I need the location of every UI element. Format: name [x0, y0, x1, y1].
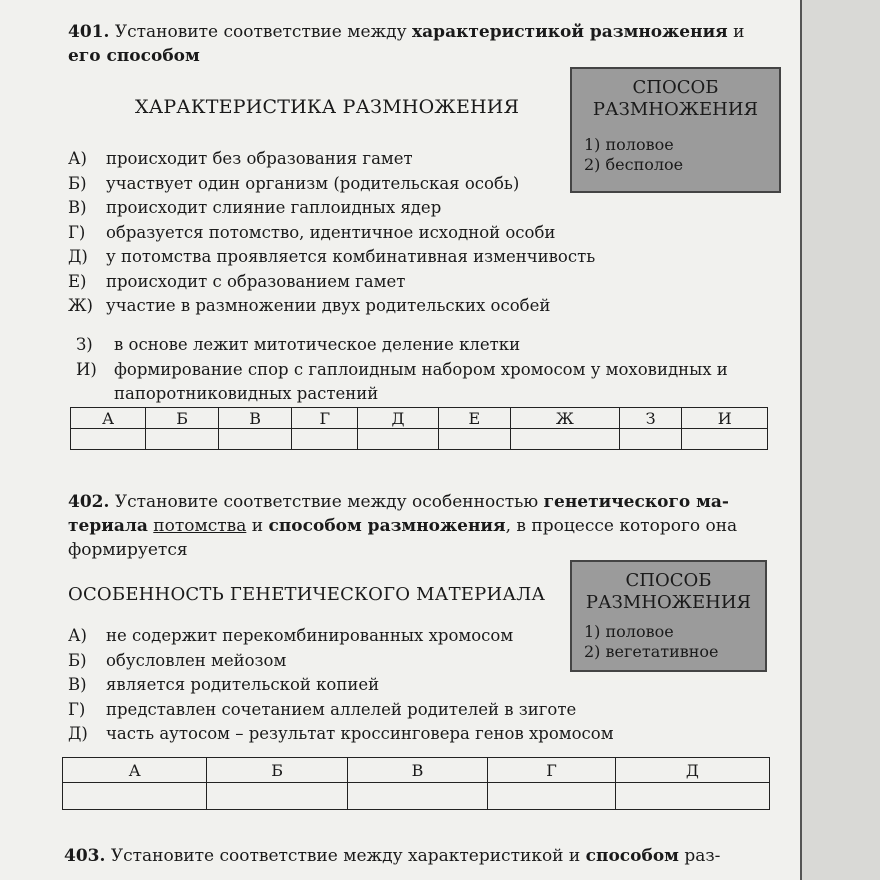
list-item — [68, 270, 595, 295]
q401-option-1: 1) половое — [584, 135, 674, 154]
item-text: происходит с образованием гамет — [106, 271, 406, 291]
answer-cell[interactable] — [347, 783, 487, 810]
item-letter: В) — [68, 198, 87, 217]
table-header-cell: Б — [146, 408, 219, 429]
q402-right-header — [572, 570, 765, 614]
table-header-cell: Г — [292, 408, 358, 429]
q401-number: 401. — [68, 22, 110, 42]
q401-items-list — [68, 147, 595, 319]
q403-number: 403. — [64, 846, 106, 866]
q402-right-header-line1: СПОСОБ — [625, 570, 712, 591]
answer-cell[interactable] — [358, 429, 438, 450]
q403-text-b: способом — [585, 846, 679, 866]
item-text: происходит слияние гаплоидных ядер — [106, 198, 442, 217]
q402-answer-table — [62, 757, 770, 810]
table-header-cell: Г — [488, 758, 616, 783]
answer-cell[interactable] — [207, 783, 347, 810]
list-item — [68, 245, 595, 270]
answer-cell[interactable] — [292, 429, 358, 450]
item-letter: В) — [68, 675, 87, 694]
item-text: образуется потомство, идентичное исходной особи — [106, 222, 556, 242]
item-letter: А) — [68, 626, 87, 645]
list-item — [68, 698, 614, 723]
item-text: участие в размножении двух родительских особей — [106, 296, 551, 315]
item-letter: Г) — [68, 222, 86, 242]
item-letter: Е) — [68, 271, 87, 291]
item-letter: Г) — [68, 699, 86, 719]
item-text: часть аутосом – результат кроссинговера генов хромосом — [106, 724, 614, 743]
item-text: участвует один организм (родительская особь) — [106, 173, 520, 193]
q401-intro-line2: его способом — [68, 46, 200, 66]
q401-options-box — [570, 67, 781, 193]
table-header-cell: Д — [358, 408, 438, 429]
item-letter: Д) — [68, 247, 88, 266]
q402-prompt — [68, 490, 768, 562]
q403-prompt — [64, 844, 784, 868]
list-item — [68, 221, 595, 246]
q402-option-2: 2) вегетативное — [584, 642, 719, 661]
item-text: обусловлен мейозом — [106, 650, 287, 670]
table-header-cell: Б — [207, 758, 347, 783]
q402-left-header: ОСОБЕННОСТЬ ГЕНЕТИЧЕСКОГО МАТЕРИАЛА — [68, 584, 546, 605]
table-header-row — [71, 408, 768, 429]
answer-cell[interactable] — [682, 429, 768, 450]
list-item — [68, 147, 595, 172]
q402-line2d: способом размножения — [268, 516, 506, 536]
q402-line3: формируется — [68, 540, 188, 560]
answer-cell[interactable] — [488, 783, 616, 810]
q402-line1a: Установите соответствие между особенностью — [114, 492, 539, 512]
list-item-continuation: папоротниковидных растений — [114, 384, 379, 403]
q401-prompt — [68, 20, 788, 68]
q403-text-a: Установите соответствие между характеристикой и — [110, 846, 581, 866]
table-header-cell: Е — [438, 408, 511, 429]
list-item — [68, 722, 614, 747]
table-header-cell: Ж — [511, 408, 620, 429]
item-letter: А) — [68, 149, 87, 168]
answer-cell[interactable] — [438, 429, 511, 450]
item-letter: Д) — [68, 724, 88, 743]
item-letter: Б) — [68, 173, 87, 193]
q401-right-header-line1: СПОСОБ — [632, 77, 719, 98]
list-item — [68, 196, 595, 221]
table-answer-row — [63, 783, 770, 810]
q402-line2e: , в процессе которого она — [505, 516, 738, 536]
list-item — [76, 333, 728, 358]
table-header-cell: А — [71, 408, 146, 429]
q401-intro-and: и — [733, 22, 745, 42]
table-header-row — [63, 758, 770, 783]
item-text: не содержит перекомбинированных хромосом — [106, 626, 514, 645]
item-text: является родительской копией — [106, 675, 380, 694]
list-item — [68, 624, 614, 649]
answer-cell[interactable] — [219, 429, 292, 450]
answer-cell[interactable] — [146, 429, 219, 450]
table-header-cell: З — [619, 408, 682, 429]
item-text: представлен сочетанием аллелей родителей в зиготе — [106, 699, 577, 719]
page-edge — [800, 0, 802, 880]
q401-intro: Установите соответствие между — [114, 22, 407, 42]
q402-option-1: 1) половое — [584, 622, 674, 641]
list-item — [76, 358, 728, 383]
table-header-cell: И — [682, 408, 768, 429]
answer-cell[interactable] — [63, 783, 207, 810]
item-letter: Б) — [68, 650, 87, 670]
q401-intro-bold: характеристикой размножения — [412, 22, 728, 42]
q403-text-c: раз- — [684, 846, 721, 866]
q402-line2c: и — [251, 516, 264, 536]
item-letter: И) — [76, 359, 97, 379]
list-item — [68, 673, 614, 698]
q401-items-list-cont — [76, 333, 728, 407]
item-text: в основе лежит митотическое деление клетки — [114, 335, 521, 354]
item-letter: Ж) — [68, 296, 93, 315]
table-header-cell: Д — [615, 758, 769, 783]
table-header-cell: А — [63, 758, 207, 783]
q402-items-list — [68, 624, 614, 747]
q401-left-header: ХАРАКТЕРИСТИКА РАЗМНОЖЕНИЯ — [135, 96, 520, 118]
q401-option-2: 2) бесполое — [584, 155, 684, 174]
item-letter: З) — [76, 335, 93, 354]
list-item — [68, 172, 595, 197]
q402-line2a: териала — [68, 516, 148, 536]
q401-right-header-line2: РАЗМНОЖЕНИЯ — [592, 99, 759, 120]
q402-right-header-line2: РАЗМНОЖЕНИЯ — [585, 592, 752, 613]
q401-right-header — [572, 77, 779, 121]
table-header-cell: В — [219, 408, 292, 429]
list-item — [68, 294, 595, 319]
answer-cell[interactable] — [71, 429, 146, 450]
table-header-cell: В — [347, 758, 487, 783]
answer-cell[interactable] — [615, 783, 769, 810]
q401-answer-table — [70, 407, 768, 450]
table-answer-row — [71, 429, 768, 450]
item-text: формирование спор с гаплоидным набором хромосом у моховидных и — [114, 359, 728, 379]
item-text: у потомства проявляется комбинативная изменчивость — [106, 247, 596, 266]
answer-cell[interactable] — [511, 429, 620, 450]
item-text: происходит без образования гамет — [106, 149, 413, 168]
q402-line1b: генетического ма- — [543, 492, 729, 512]
q402-line2b: потомства — [153, 516, 247, 536]
answer-cell[interactable] — [619, 429, 682, 450]
list-item — [68, 649, 614, 674]
q402-number: 402. — [68, 492, 110, 512]
